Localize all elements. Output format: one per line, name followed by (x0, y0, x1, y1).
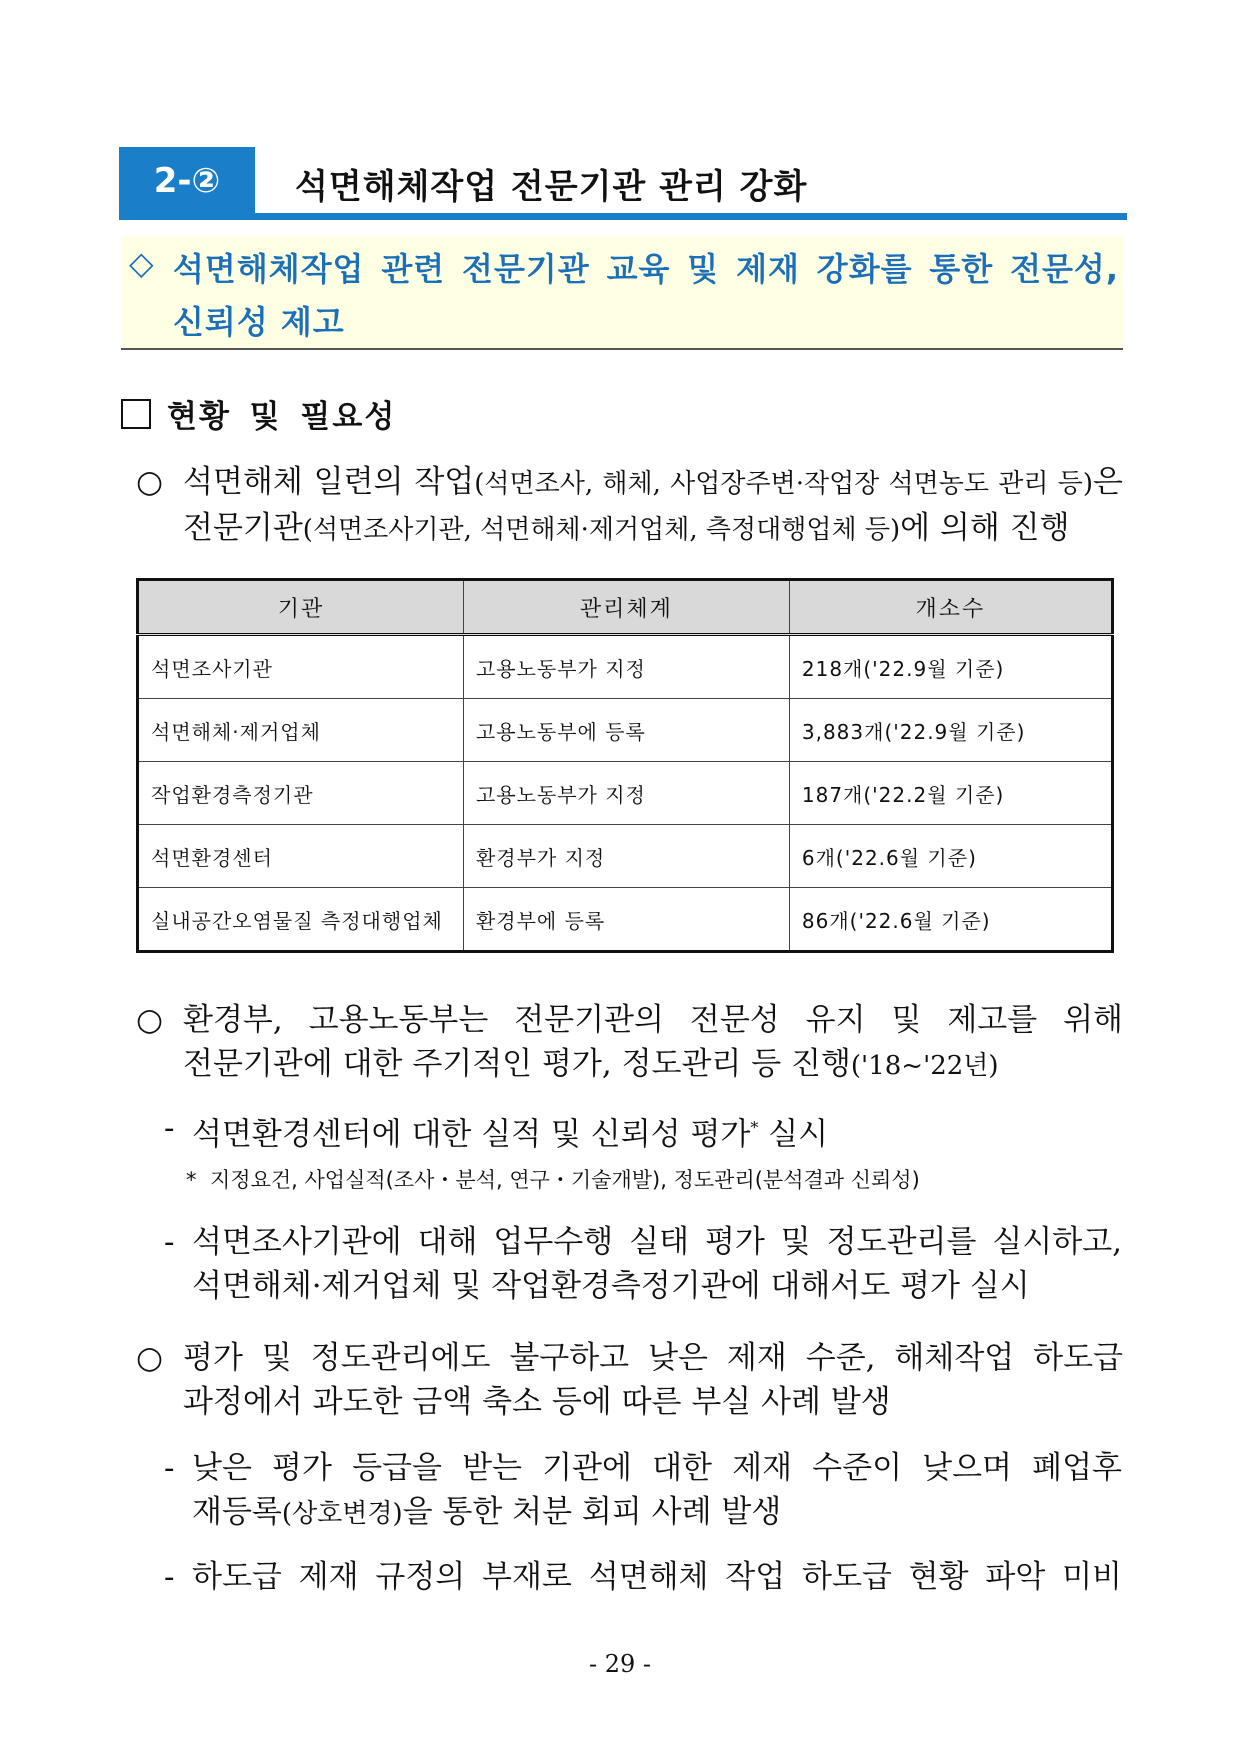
table-cell: 환경부가 지정 (463, 825, 789, 888)
subheading-text: 현황 및 필요성 (167, 399, 397, 435)
checkbox-square-icon (121, 399, 151, 429)
table-cell: 환경부에 등록 (463, 888, 789, 952)
dash-bullet: - (164, 1224, 175, 1260)
table-header-cell: 관리체계 (463, 580, 789, 635)
section-number: 2-② (119, 147, 255, 215)
section-rule (119, 213, 1127, 220)
table-cell: 218개('22.9월 기준) (789, 635, 1112, 699)
section-title: 석면해체작업 전문기관 관리 강화 (295, 167, 808, 207)
table-header-cell: 개소수 (789, 580, 1112, 635)
summary-box (121, 236, 1123, 350)
table-cell: 석면환경센터 (138, 825, 464, 888)
table-cell: 석면해체·제거업체 (138, 699, 464, 762)
dash-item-4 (164, 1555, 1124, 1599)
circle-bullet-icon: ○ (136, 1002, 164, 1038)
table-header-cell: 기관 (138, 580, 464, 635)
table-row (138, 635, 1113, 699)
dash-bullet: - (164, 1450, 175, 1486)
table-cell: 작업환경측정기관 (138, 762, 464, 825)
dash-item-1: - 석면환경센터에 대한 실적 및 신뢰성 평가* 실시 (164, 1106, 1124, 1150)
dash-3-line-2: 재등록(상호변경)을 통한 처분 회피 사례 발생 (192, 1494, 782, 1530)
paragraph-3 (136, 1336, 1124, 1426)
dash-2-line-1: 석면조사기관에 대해 업무수행 실태 평가 및 정도관리를 실시하고, (192, 1224, 1122, 1260)
table-cell: 6개('22.6월 기준) (789, 825, 1112, 888)
circle-bullet-icon: ○ (136, 1340, 164, 1376)
summary-line-2: 신뢰성 제고 (173, 303, 345, 341)
paragraph-2 (136, 998, 1124, 1088)
agency-table (136, 578, 1114, 953)
page-number: - 29 - (588, 1650, 651, 1678)
table-cell: 3,883개('22.9월 기준) (789, 699, 1112, 762)
dash-item-2 (164, 1220, 1124, 1310)
footnote-1: * 지정요건, 사업실적(조사・분석, 연구・기술개발), 정도관리(분석결과 신뢰성) (186, 1160, 1126, 1200)
dash-4-line-1: 하도급 제재 규정의 부재로 석면해체 작업 하도급 현황 파악 미비 (192, 1559, 1122, 1595)
paragraph-1 (136, 460, 1124, 550)
table-cell: 고용노동부에 등록 (463, 699, 789, 762)
circle-bullet-icon: ○ (136, 464, 164, 500)
table-row (138, 888, 1113, 952)
table-cell: 고용노동부가 지정 (463, 635, 789, 699)
table-cell: 86개('22.6월 기준) (789, 888, 1112, 952)
paragraph-2-line-1: 환경부, 고용노동부는 전문기관의 전문성 유지 및 제고를 위해 (183, 1002, 1123, 1038)
table-cell: 석면조사기관 (138, 635, 464, 699)
diamond-icon: ◇ (129, 244, 154, 282)
paragraph-2-line-2: 전문기관에 대한 주기적인 평가, 정도관리 등 진행('18~'22년) (183, 1046, 999, 1082)
table-row (138, 762, 1113, 825)
dash-2-line-2: 석면해체·제거업체 및 작업환경측정기관에 대해서도 평가 실시 (192, 1268, 1030, 1304)
paragraph-3-line-1: 평가 및 정도관리에도 불구하고 낮은 제재 수준, 해체작업 하도급 (183, 1340, 1123, 1376)
section-header (119, 147, 1127, 221)
summary-line-1: 석면해체작업 관련 전문기관 교육 및 제재 강화를 통한 전문성, (173, 250, 1119, 288)
paragraph-1-line-1: 석면해체 일련의 작업(석면조사, 해체, 사업장주변·작업장 석면농도 관리 등)은 (183, 464, 1123, 500)
asterisk-mark: * (186, 1168, 197, 1192)
subheading (121, 391, 396, 436)
table-row (138, 699, 1113, 762)
dash-bullet: - (164, 1110, 175, 1146)
paragraph-1-line-2: 전문기관(석면조사기관, 석면해체·제거업체, 측정대행업체 등)에 의해 진행 (183, 510, 1070, 546)
table-cell: 고용노동부가 지정 (463, 762, 789, 825)
dash-item-3 (164, 1446, 1124, 1536)
paragraph-3-line-2: 과정에서 과도한 금액 축소 등에 따른 부실 사례 발생 (183, 1384, 891, 1420)
dash-3-line-1: 낮은 평가 등급을 받는 기관에 대한 제재 수준이 낮으며 폐업후 (192, 1450, 1122, 1486)
dash-bullet: - (164, 1559, 175, 1595)
table-row (138, 825, 1113, 888)
table-header-row (138, 580, 1113, 635)
table-cell: 실내공간오염물질 측정대행업체 (138, 888, 464, 952)
table-cell: 187개('22.2월 기준) (789, 762, 1112, 825)
